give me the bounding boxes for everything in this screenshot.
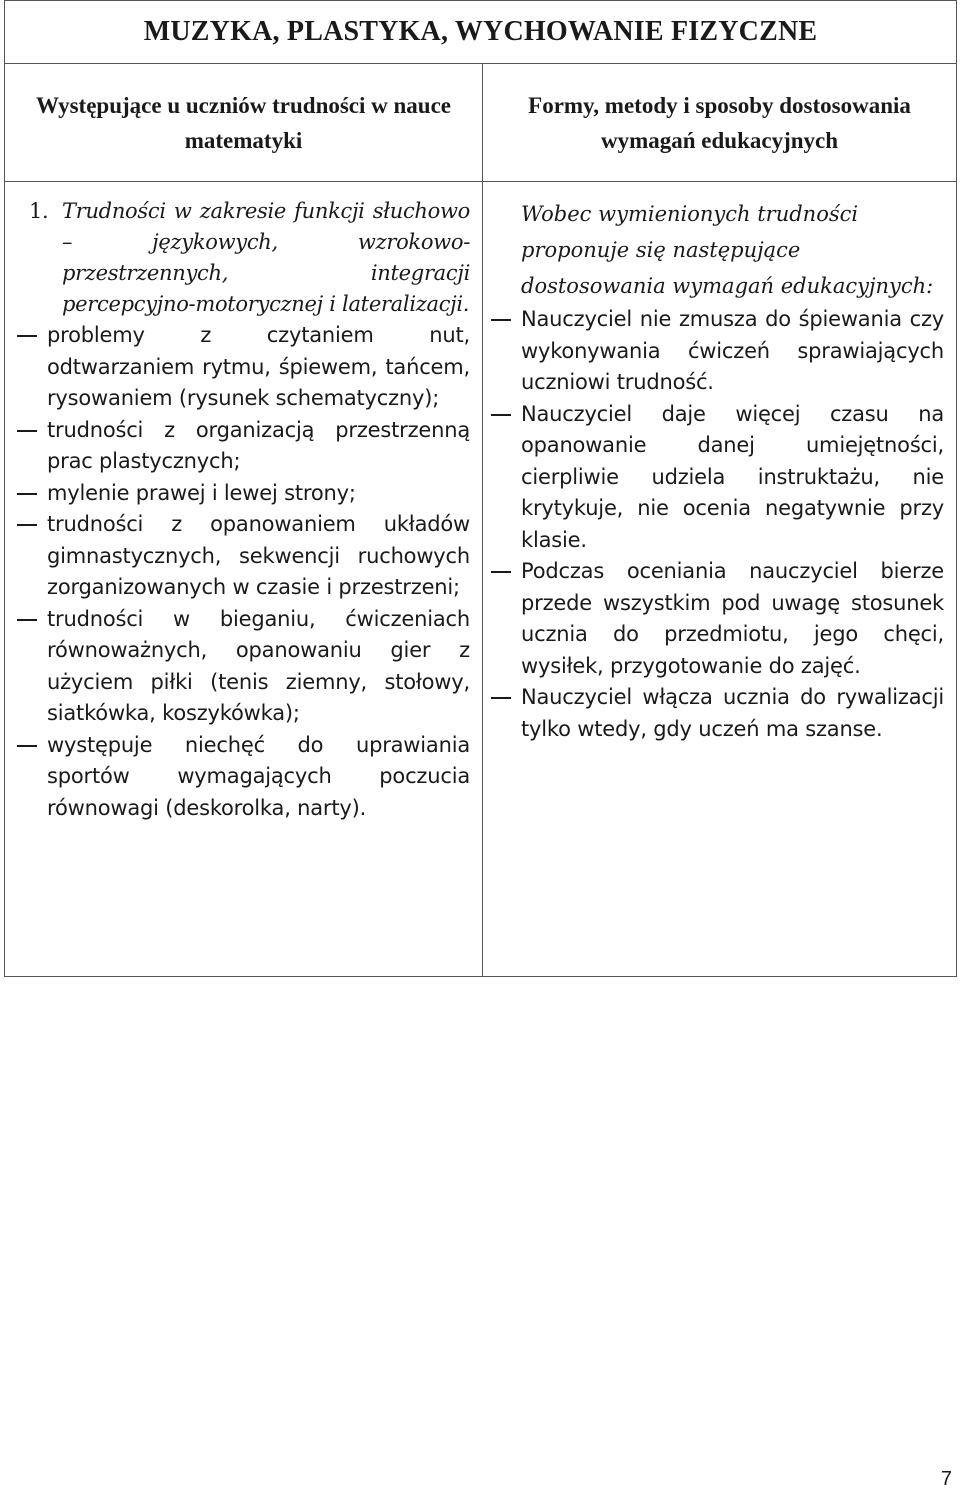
list-item xyxy=(17,478,470,510)
difficulties-heading xyxy=(17,196,470,320)
header-row xyxy=(5,64,957,182)
list-item-text: Nauczyciel włącza ucznia do rywalizacji tylko wtedy, gdy uczeń ma szanse. xyxy=(521,685,945,741)
list-item-text: trudności z opanowaniem układów gimnastycznych, sekwencji ruchowych zorganizowanych w czasie i przestrzeni; xyxy=(47,512,470,599)
adaptations-intro: Wobec wymienionych trudności proponuje się następujące dostosowania wymagań edukacyjnych: xyxy=(521,202,934,298)
header-adaptations-text: Formy, metody i sposoby dostosowania wymagań edukacyjnych xyxy=(528,92,911,153)
list-item-text: Nauczyciel nie zmusza do śpiewania czy wykonywania ćwiczeń sprawiających uczniowi trudność. xyxy=(521,307,945,394)
list-item xyxy=(17,415,470,478)
list-item-text: występuje niechęć do uprawiania sportów wymagających poczucia równowagi (deskorolka, narty). xyxy=(47,732,470,820)
list-item xyxy=(491,682,944,745)
list-item-text: mylenie prawej i lewej strony; xyxy=(47,480,356,505)
list-item xyxy=(491,304,944,399)
heading-text: Trudności w zakresie funkcji słuchowo – językowych, wzrokowo-przestrzennych, integracji percepcyjno-motorycznej i lateralizacji. xyxy=(62,199,470,316)
list-item xyxy=(17,730,470,825)
list-item-text: trudności z organizacją przestrzenną prac plastycznych; xyxy=(47,417,470,473)
adaptations-list xyxy=(491,304,944,745)
header-difficulties-text: Występujące u uczniów trudności w nauce matematyki xyxy=(35,92,452,153)
heading-number: 1. xyxy=(29,199,49,223)
difficulties-list xyxy=(17,320,470,824)
adaptations-cell xyxy=(483,182,957,977)
list-item-text: Nauczyciel daje więcej czasu na opanowanie danej umiejętności, cierpliwie udziela instruktażu, nie krytykuje, nie ocenia negatywnie przy klasie. xyxy=(521,401,945,552)
requirements-table xyxy=(4,0,957,977)
difficulties-cell xyxy=(5,182,483,977)
list-item-text: Podczas oceniania nauczyciel bierze przede wszystkim pod uwagę stosunek ucznia do przedmiotu, jego chęci, wysiłek, przygotowanie do zajęć. xyxy=(521,559,945,678)
title-row xyxy=(5,1,957,64)
list-item-text: trudności w bieganiu, ćwiczeniach równoważnych, opanowaniu gier z użyciem piłki (tenis ziemny, stołowy, siatkówka, koszykówka); xyxy=(47,606,470,725)
list-item xyxy=(17,509,470,604)
table-title: MUZYKA, PLASTYKA, WYCHOWANIE FIZYCZNE xyxy=(5,1,957,64)
list-item xyxy=(491,556,944,682)
content-row xyxy=(5,182,957,977)
header-adaptations xyxy=(483,64,957,182)
header-difficulties xyxy=(5,64,483,182)
list-item xyxy=(491,399,944,557)
list-item-text: problemy z czytaniem nut, odtwarzaniem rytmu, śpiewem, tańcem, rysowaniem (rysunek schematyczny); xyxy=(47,323,470,410)
page-number: 7 xyxy=(940,1468,952,1490)
list-item xyxy=(17,604,470,730)
list-item xyxy=(17,320,470,415)
